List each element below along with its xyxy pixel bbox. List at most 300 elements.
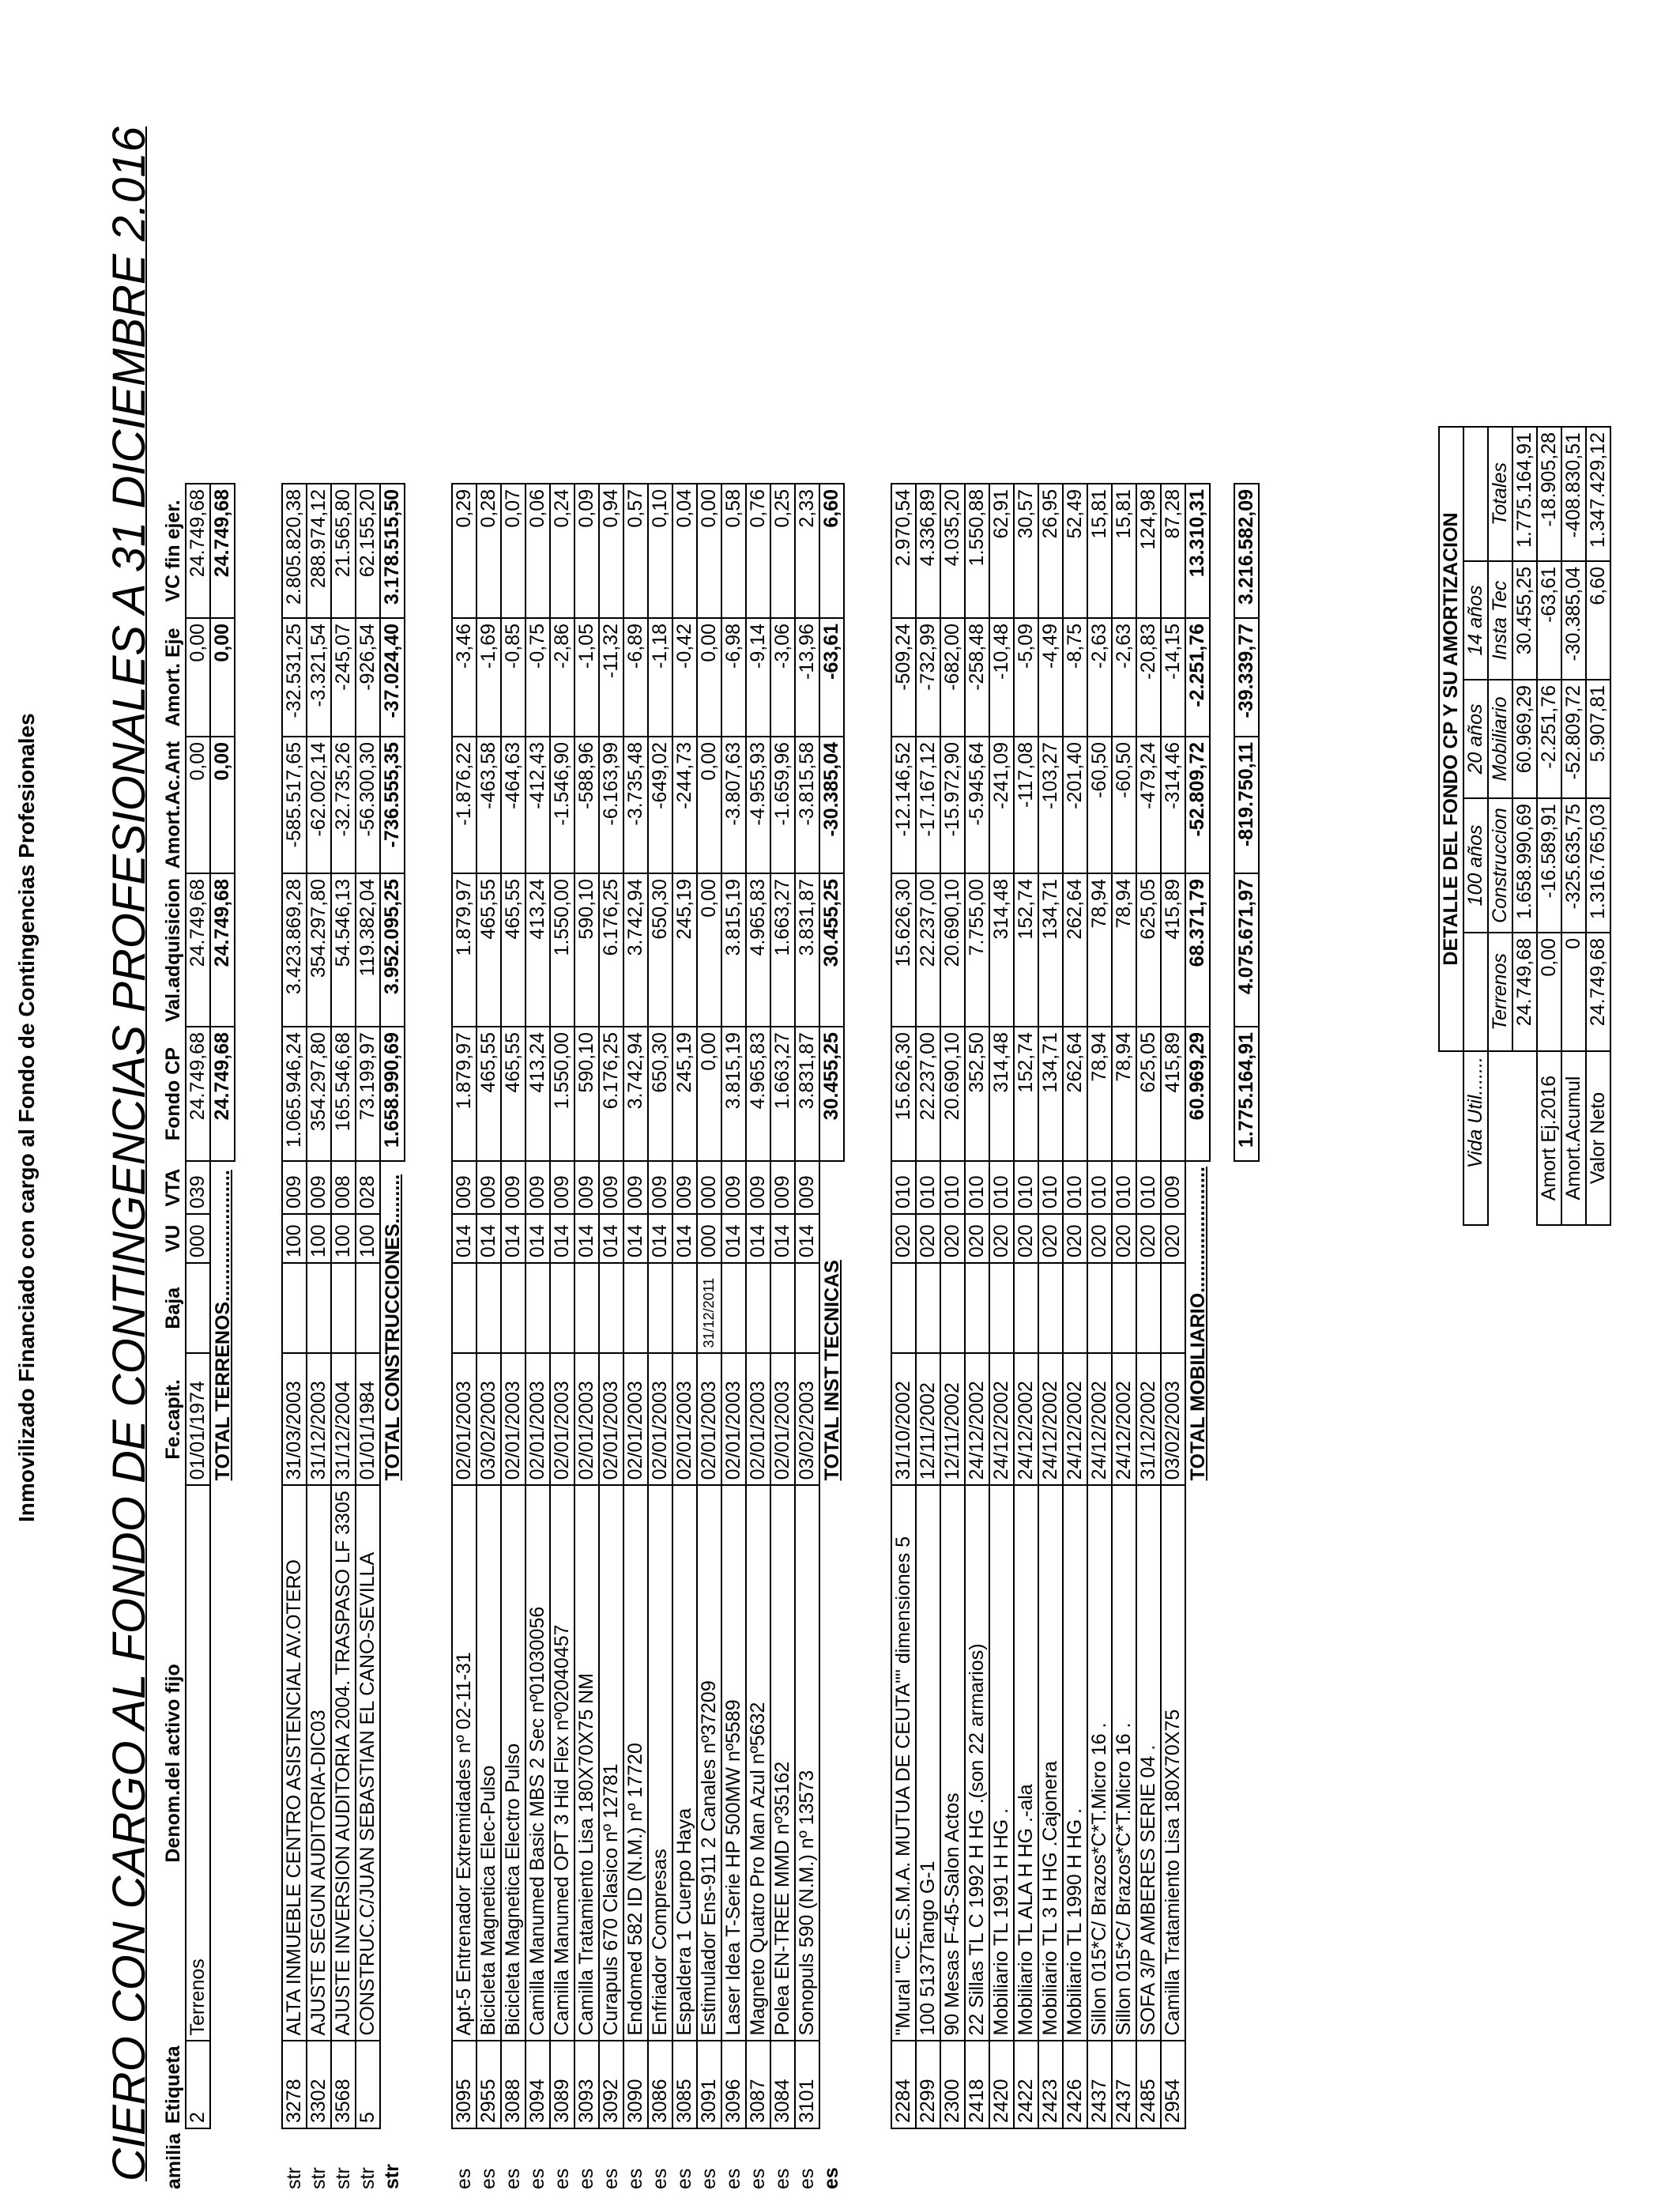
baja-cell: [1087, 1263, 1112, 1353]
amort-ac-ant-cell: -479,24: [1136, 737, 1161, 873]
fecha-capit-cell: 03/02/2003: [1161, 1353, 1185, 1485]
vta-cell: 009: [795, 1161, 819, 1214]
vu-cell: 020: [1038, 1214, 1063, 1263]
etiqueta-cell: 2420: [989, 2041, 1014, 2129]
val-adquisicion-cell: 465,55: [501, 873, 525, 1027]
vta-cell: 009: [770, 1161, 795, 1214]
vc-fin-ejer-cell: 124,98: [1136, 484, 1161, 618]
val-adquisicion-cell: 7.755,00: [965, 873, 989, 1027]
val-adquisicion-cell: 1.879,97: [452, 873, 477, 1027]
fondo-cp-cell: 413,24: [525, 1027, 550, 1161]
total-label: TOTAL TERRENOS........................: [211, 1170, 234, 1481]
denominacion-cell: Laser Idea T-Serie HP 500MW nº5589: [721, 1485, 746, 2041]
vu-cell: 014: [623, 1214, 648, 1263]
vida-util-value: 20 años: [1463, 680, 1488, 798]
vc-fin-ejer-cell: 62,91: [989, 484, 1014, 618]
val-adquisicion-cell: 415,89: [1161, 873, 1185, 1027]
table-row: [770, 484, 795, 2194]
asset-table: [162, 483, 1260, 2194]
amort-ac-ant-cell: -17.167,12: [916, 737, 940, 873]
vu-cell: 020: [1014, 1214, 1038, 1263]
fecha-capit-cell: 24/12/2002: [1087, 1353, 1112, 1485]
vu-cell: 000: [697, 1214, 721, 1263]
etiqueta-cell: 2954: [1161, 2041, 1185, 2129]
amort-ac-ant-cell: -1.546,90: [550, 737, 574, 873]
familia-cell: str: [307, 2167, 330, 2189]
spacer-row: [844, 484, 868, 2194]
header-fondo: Fondo CP: [162, 1047, 184, 1141]
vta-cell: 010: [989, 1161, 1014, 1214]
detalle-value: 24.749,68: [1512, 933, 1537, 1051]
val-adquisicion-cell: 15.626,30: [891, 873, 916, 1027]
spacer-row: [868, 484, 891, 2194]
spacer: [844, 484, 868, 2194]
fondo-cp-cell: 0,00: [697, 1027, 721, 1161]
detalle-col-header: Insta Tec: [1488, 561, 1512, 680]
vta-cell: 009: [307, 1161, 331, 1214]
total-amort-ac-ant: -30.385,04: [819, 737, 844, 873]
table-row: [672, 484, 697, 2194]
val-adquisicion-cell: 625,05: [1136, 873, 1161, 1027]
etiqueta-cell: 3087: [746, 2041, 770, 2129]
detalle-col-header: Terrenos: [1488, 933, 1512, 1051]
vu-cell: 100: [356, 1214, 380, 1263]
vc-fin-ejer-cell: 0,29: [452, 484, 477, 618]
amort-eje-cell: -0,42: [672, 618, 697, 737]
val-adquisicion-cell: 465,55: [477, 873, 501, 1027]
baja-cell: [795, 1263, 819, 1353]
detalle-value: -408.830,51: [1561, 427, 1586, 561]
denominacion-cell: Espaldera 1 Cuerpo Haya: [672, 1485, 697, 2041]
table-row: [501, 484, 525, 2194]
fondo-cp-cell: 78,94: [1087, 1027, 1112, 1161]
val-adquisicion-cell: 134,71: [1038, 873, 1063, 1027]
total-row: [380, 484, 405, 2194]
vta-cell: 009: [648, 1161, 672, 1214]
table-row: [795, 484, 819, 2194]
vc-fin-ejer-cell: 2.805.820,38: [282, 484, 307, 618]
etiqueta-cell: 3302: [307, 2041, 331, 2129]
spacer: [258, 484, 282, 2194]
spacer-row: [1210, 484, 1234, 2194]
amort-eje-cell: -245,07: [331, 618, 356, 737]
baja-cell: [940, 1263, 965, 1353]
blank-cell: [819, 2041, 844, 2129]
amort-ac-ant-cell: -12.146,52: [891, 737, 916, 873]
total-label: TOTAL INST TECNICAS: [820, 1260, 843, 1481]
blank-cell: [1234, 1161, 1259, 2194]
fecha-capit-cell: 24/12/2002: [1112, 1353, 1136, 1485]
vida-util-value: [1463, 933, 1488, 1051]
detalle-row-label: [1512, 1051, 1537, 1225]
val-adquisicion-cell: 119.382,04: [356, 873, 380, 1027]
familia-cell: [989, 2128, 1014, 2194]
amort-eje-cell: -6,89: [623, 618, 648, 737]
familia-cell: es: [453, 2168, 475, 2189]
familia-cell: [1185, 2128, 1210, 2194]
familia-cell: str: [356, 2167, 379, 2189]
amort-eje-cell: -1,18: [648, 618, 672, 737]
amort-ac-ant-cell: -60,50: [1112, 737, 1136, 873]
vc-fin-ejer-cell: 0,76: [746, 484, 770, 618]
baja-cell: [965, 1263, 989, 1353]
etiqueta-cell: 3093: [574, 2041, 599, 2129]
table-row: [452, 484, 477, 2194]
fecha-capit-cell: 01/01/1974: [186, 1353, 210, 1485]
baja-cell: [550, 1263, 574, 1353]
table-row: [623, 484, 648, 2194]
detalle-row: [1561, 427, 1586, 1225]
table-row: [1112, 484, 1136, 2194]
table-row: [282, 484, 307, 2194]
vta-cell: 009: [574, 1161, 599, 1214]
baja-cell: [599, 1263, 623, 1353]
blank-cell: [1488, 1051, 1512, 1225]
amort-eje-cell: -2,86: [550, 618, 574, 737]
baja-cell: [574, 1263, 599, 1353]
denominacion-cell: Apt-5 Entrenador Extremidades nº 02-11-31: [452, 1485, 477, 2041]
amort-ac-ant-cell: -4.955,93: [746, 737, 770, 873]
etiqueta-cell: 3091: [697, 2041, 721, 2129]
table-row: [356, 484, 380, 2194]
val-adquisicion-cell: 20.690,10: [940, 873, 965, 1027]
total-amort-eje: 0,00: [210, 618, 235, 737]
vta-cell: 008: [331, 1161, 356, 1214]
val-adquisicion-cell: 3.815,19: [721, 873, 746, 1027]
fecha-capit-cell: 24/12/2002: [1038, 1353, 1063, 1485]
etiqueta-cell: 3088: [501, 2041, 525, 2129]
fecha-capit-cell: 03/02/2003: [477, 1353, 501, 1485]
denominacion-cell: 22 Sillas TL C 1992 H HG .(son 22 armarios): [965, 1485, 989, 2041]
vu-cell: 020: [965, 1214, 989, 1263]
total-vc-fin-ejer: 3.178.515,50: [380, 484, 405, 618]
fecha-capit-cell: 24/12/2002: [989, 1353, 1014, 1485]
amort-eje-cell: -13,96: [795, 618, 819, 737]
amort-eje-cell: -9,14: [746, 618, 770, 737]
detalle-col-header: Totales: [1488, 427, 1512, 561]
familia-cell: [1038, 2128, 1063, 2194]
baja-cell: [331, 1263, 356, 1353]
denominacion-cell: Camilla Tratamiento Lisa 180X70X75 NM: [574, 1485, 599, 2041]
detalle-value: -325.635,75: [1561, 798, 1586, 933]
etiqueta-cell: 2284: [891, 2041, 916, 2129]
vc-fin-ejer-cell: 0,24: [550, 484, 574, 618]
header-fecapit: Fe.capit.: [162, 1379, 184, 1460]
detalle-row: [1512, 427, 1537, 1225]
val-adquisicion-cell: 24.749,68: [186, 873, 210, 1027]
table-row: [307, 484, 331, 2194]
detalle-title: DETALLE DEL FONDO CP Y SU AMORTIZACION: [1439, 427, 1463, 1051]
fecha-capit-cell: 03/02/2003: [795, 1353, 819, 1485]
amort-ac-ant-cell: -56.300,30: [356, 737, 380, 873]
etiqueta-cell: 3101: [795, 2041, 819, 2129]
fondo-cp-cell: 314,48: [989, 1027, 1014, 1161]
val-adquisicion-cell: 0,00: [697, 873, 721, 1027]
denominacion-cell: Camilla Manumed Basic MBS 2 Sec nº01030056: [525, 1485, 550, 2041]
amort-ac-ant-cell: 0,00: [186, 737, 210, 873]
denominacion-cell: "Mural ""C.E.S.M.A. MUTUA DE CEUTA"" dimensiones 5: [891, 1485, 916, 2041]
vta-cell: 010: [1112, 1161, 1136, 1214]
fondo-cp-cell: 465,55: [477, 1027, 501, 1161]
amort-eje-cell: -6,98: [721, 618, 746, 737]
vc-fin-ejer-cell: 24.749,68: [186, 484, 210, 618]
detalle-value: 0: [1561, 933, 1586, 1051]
detalle-value: 1.658.990,69: [1512, 798, 1537, 933]
denominacion-cell: Polea EN-TREE MMD nº35162: [770, 1485, 795, 2041]
detalle-value: 1.316.765,03: [1586, 798, 1610, 933]
total-amort-eje: -63,61: [819, 618, 844, 737]
fondo-cp-cell: 15.626,30: [891, 1027, 916, 1161]
total-amort-ac-ant: 0,00: [210, 737, 235, 873]
vu-cell: 100: [307, 1214, 331, 1263]
total-fondo-cp: 1.658.990,69: [380, 1027, 405, 1161]
total-row: [1185, 484, 1210, 2194]
detalle-table: [1438, 426, 1611, 1226]
amort-ac-ant-cell: -588,96: [574, 737, 599, 873]
amort-eje-cell: -4,49: [1038, 618, 1063, 737]
total-amort-eje: -37.024,40: [380, 618, 405, 737]
header-vcfin: VC fin ejer.: [162, 499, 184, 602]
baja-cell: [1063, 1263, 1087, 1353]
vc-fin-ejer-cell: 0,07: [501, 484, 525, 618]
detalle-value: 1.347.429,12: [1586, 427, 1610, 561]
blank-cell: [380, 2041, 405, 2129]
detalle-value: 24.749,68: [1586, 933, 1610, 1051]
denominacion-cell: Enfriador Compresas: [648, 1485, 672, 2041]
amort-eje-cell: -2,63: [1112, 618, 1136, 737]
fecha-capit-cell: 31/03/2003: [282, 1353, 307, 1485]
val-adquisicion-cell: 413,24: [525, 873, 550, 1027]
denominacion-cell: 90 Mesas F-45-Salon Actos: [940, 1485, 965, 2041]
vida-util-value: [1463, 427, 1488, 561]
detalle-value: 60.969,29: [1512, 680, 1537, 798]
fondo-cp-cell: 20.690,10: [940, 1027, 965, 1161]
amort-ac-ant-cell: -117,08: [1014, 737, 1038, 873]
fondo-cp-cell: 625,05: [1136, 1027, 1161, 1161]
fecha-capit-cell: 24/12/2002: [1014, 1353, 1038, 1485]
amort-eje-cell: -11,32: [599, 618, 623, 737]
spacer: [868, 484, 891, 2194]
familia-cell: [1161, 2128, 1185, 2194]
table-row: [574, 484, 599, 2194]
detalle-header-row: [1488, 427, 1512, 1225]
detalle-title-row: [1439, 427, 1463, 1225]
amort-eje-cell: -32.531,25: [282, 618, 307, 737]
amort-eje-cell: -20,83: [1136, 618, 1161, 737]
baja-cell: [1014, 1263, 1038, 1353]
detalle-value: 0,00: [1537, 933, 1561, 1051]
spacer-row: [235, 484, 258, 2194]
familia-cell: es: [722, 2168, 744, 2189]
familia-cell: str: [381, 2164, 403, 2189]
etiqueta-cell: 2299: [916, 2041, 940, 2129]
val-adquisicion-cell: 262,64: [1063, 873, 1087, 1027]
total-val-adquisicion: 68.371,79: [1185, 873, 1210, 1027]
denominacion-cell: Curapuls 670 Clasico nº 12781: [599, 1485, 623, 2041]
table-row: [1087, 484, 1112, 2194]
vu-cell: 014: [721, 1214, 746, 1263]
baja-cell: [525, 1263, 550, 1353]
vida-util-label: Vida Util.......: [1463, 1051, 1488, 1225]
fecha-capit-cell: 12/11/2002: [916, 1353, 940, 1485]
val-adquisicion-cell: 78,94: [1112, 873, 1136, 1027]
table-row: [1063, 484, 1087, 2194]
vc-fin-ejer-cell: 15,81: [1087, 484, 1112, 618]
amort-eje-cell: -3,46: [452, 618, 477, 737]
vc-fin-ejer-cell: 0,28: [477, 484, 501, 618]
amort-eje-cell: -0,85: [501, 618, 525, 737]
amort-ac-ant-cell: -1.659,96: [770, 737, 795, 873]
familia-cell: es: [551, 2168, 573, 2189]
vu-cell: 000: [186, 1214, 210, 1263]
vu-cell: 020: [1112, 1214, 1136, 1263]
vu-cell: 020: [1087, 1214, 1112, 1263]
val-adquisicion-cell: 590,10: [574, 873, 599, 1027]
vu-cell: 014: [574, 1214, 599, 1263]
etiqueta-cell: 2485: [1136, 2041, 1161, 2129]
baja-cell: [452, 1263, 477, 1353]
page-title: Inmovilizado Financiado con cargo al Fondo de Contingencias Profesionales: [14, 713, 39, 1522]
denominacion-cell: AJUSTE SEGUN AUDITORIA-DIC03: [307, 1485, 331, 2041]
vta-cell: 039: [186, 1161, 210, 1214]
familia-cell: es: [771, 2168, 793, 2189]
spacer: [235, 484, 258, 2194]
val-adquisicion-cell: 22.237,00: [916, 873, 940, 1027]
baja-cell: [916, 1263, 940, 1353]
val-adquisicion-cell: 3.423.869,28: [282, 873, 307, 1027]
vc-fin-ejer-cell: 21.565,80: [331, 484, 356, 618]
detalle-value: 6,60: [1586, 561, 1610, 680]
fondo-cp-cell: 3.831,87: [795, 1027, 819, 1161]
fecha-capit-cell: 31/12/2002: [1136, 1353, 1161, 1485]
fecha-capit-cell: 02/01/2003: [721, 1353, 746, 1485]
detalle-row-label: Amort.Acumul: [1561, 1051, 1586, 1225]
total-vc-fin-ejer: 13.310,31: [1185, 484, 1210, 618]
etiqueta-cell: 3092: [599, 2041, 623, 2129]
fecha-capit-cell: 02/01/2003: [672, 1353, 697, 1485]
denominacion-cell: Mobiliario TL 1991 H HG .: [989, 1485, 1014, 2041]
baja-cell: [891, 1263, 916, 1353]
amort-eje-cell: -682,00: [940, 618, 965, 737]
grand-total-amort-ac-ant: -819.750,11: [1234, 737, 1259, 873]
vc-fin-ejer-cell: 62.155,20: [356, 484, 380, 618]
detalle-row: [1586, 427, 1610, 1225]
amort-ac-ant-cell: -32.735,26: [331, 737, 356, 873]
fondo-cp-cell: 1.550,00: [550, 1027, 574, 1161]
header-etiqueta: Etiqueta: [162, 2045, 184, 2124]
vu-cell: 100: [331, 1214, 356, 1263]
total-val-adquisicion: 30.455,25: [819, 873, 844, 1027]
val-adquisicion-cell: 78,94: [1087, 873, 1112, 1027]
fondo-cp-cell: 3.742,94: [623, 1027, 648, 1161]
amort-ac-ant-cell: -244,73: [672, 737, 697, 873]
baja-cell: [648, 1263, 672, 1353]
fecha-capit-cell: 02/01/2003: [648, 1353, 672, 1485]
vta-cell: 009: [721, 1161, 746, 1214]
table-row: [891, 484, 916, 2194]
familia-cell: es: [649, 2168, 671, 2189]
amort-eje-cell: -3,06: [770, 618, 795, 737]
total-fondo-cp: 60.969,29: [1185, 1027, 1210, 1161]
fecha-capit-cell: 02/01/2003: [746, 1353, 770, 1485]
vta-cell: 009: [672, 1161, 697, 1214]
vta-cell: 009: [599, 1161, 623, 1214]
fondo-cp-cell: 1.879,97: [452, 1027, 477, 1161]
etiqueta-cell: 5: [356, 2041, 380, 2129]
baja-cell: [1136, 1263, 1161, 1353]
detalle-value: -52.809,72: [1561, 680, 1586, 798]
grand-total-row: [1234, 484, 1259, 2194]
denominacion-cell: Bicicleta Magnetica Elec-Pulso: [477, 1485, 501, 2041]
total-fondo-cp: 30.455,25: [819, 1027, 844, 1161]
amort-ac-ant-cell: -6.163,99: [599, 737, 623, 873]
detalle-col-header: Mobiliario: [1488, 680, 1512, 798]
header-amorteje: Amort. Eje: [162, 628, 184, 727]
vc-fin-ejer-cell: 0,94: [599, 484, 623, 618]
familia-cell: [186, 2128, 210, 2194]
table-row: [1161, 484, 1185, 2194]
vc-fin-ejer-cell: 0,09: [574, 484, 599, 618]
spacer-row: [428, 484, 452, 2194]
blank-cell: [819, 1485, 844, 2041]
familia-cell: [1136, 2128, 1161, 2194]
blank-cell: [210, 2041, 235, 2129]
fondo-cp-cell: 354.297,80: [307, 1027, 331, 1161]
baja-cell: [356, 1263, 380, 1353]
familia-cell: [891, 2128, 916, 2194]
vta-cell: 000: [697, 1161, 721, 1214]
blank-cell: [210, 1485, 235, 2041]
etiqueta-cell: 3278: [282, 2041, 307, 2129]
baja-cell: [477, 1263, 501, 1353]
fondo-cp-cell: 6.176,25: [599, 1027, 623, 1161]
amort-ac-ant-cell: -201,40: [1063, 737, 1087, 873]
denominacion-cell: 100 5137Tango G-1: [916, 1485, 940, 2041]
fecha-capit-cell: 31/12/2003: [307, 1353, 331, 1485]
baja-cell: [501, 1263, 525, 1353]
table-row: [746, 484, 770, 2194]
familia-cell: es: [600, 2168, 622, 2189]
grand-total-vc-fin-ejer: 3.216.582,09: [1234, 484, 1259, 618]
val-adquisicion-cell: 314,48: [989, 873, 1014, 1027]
header-valadq: Val.adquisicion: [162, 878, 184, 1023]
vu-cell: 014: [525, 1214, 550, 1263]
header-denom: Denom.del activo fijo: [162, 1664, 184, 1863]
detalle-row: [1537, 427, 1561, 1225]
fondo-cp-cell: 590,10: [574, 1027, 599, 1161]
header-familia: amilia: [162, 2133, 185, 2189]
amort-eje-cell: -3.321,54: [307, 618, 331, 737]
vu-cell: 014: [599, 1214, 623, 1263]
denominacion-cell: ALTA INMUEBLE CENTRO ASISTENCIAL AV.OTERO: [282, 1485, 307, 2041]
baja-cell: [282, 1263, 307, 1353]
denominacion-cell: Mobiliario TL 3 H HG .Cajonera: [1038, 1485, 1063, 2041]
fecha-capit-cell: 31/12/2004: [331, 1353, 356, 1485]
vc-fin-ejer-cell: 26,95: [1038, 484, 1063, 618]
header-baja: Baja: [162, 1287, 184, 1329]
denominacion-cell: AJUSTE INVERSION AUDITORIA 2004. TRASPASO LF 3305: [331, 1485, 356, 2041]
table-row: [1136, 484, 1161, 2194]
denominacion-cell: CONSTRUC.C/JUAN SEBASTIAN EL CANO-SEVILLA: [356, 1485, 380, 2041]
etiqueta-cell: 3094: [525, 2041, 550, 2129]
fondo-cp-cell: 4.965,83: [746, 1027, 770, 1161]
familia-cell: es: [526, 2168, 548, 2189]
familia-cell: es: [575, 2168, 597, 2189]
table-row: [1014, 484, 1038, 2194]
vta-cell: 028: [356, 1161, 380, 1214]
familia-cell: es: [796, 2168, 818, 2189]
vida-util-value: 14 años: [1463, 561, 1488, 680]
